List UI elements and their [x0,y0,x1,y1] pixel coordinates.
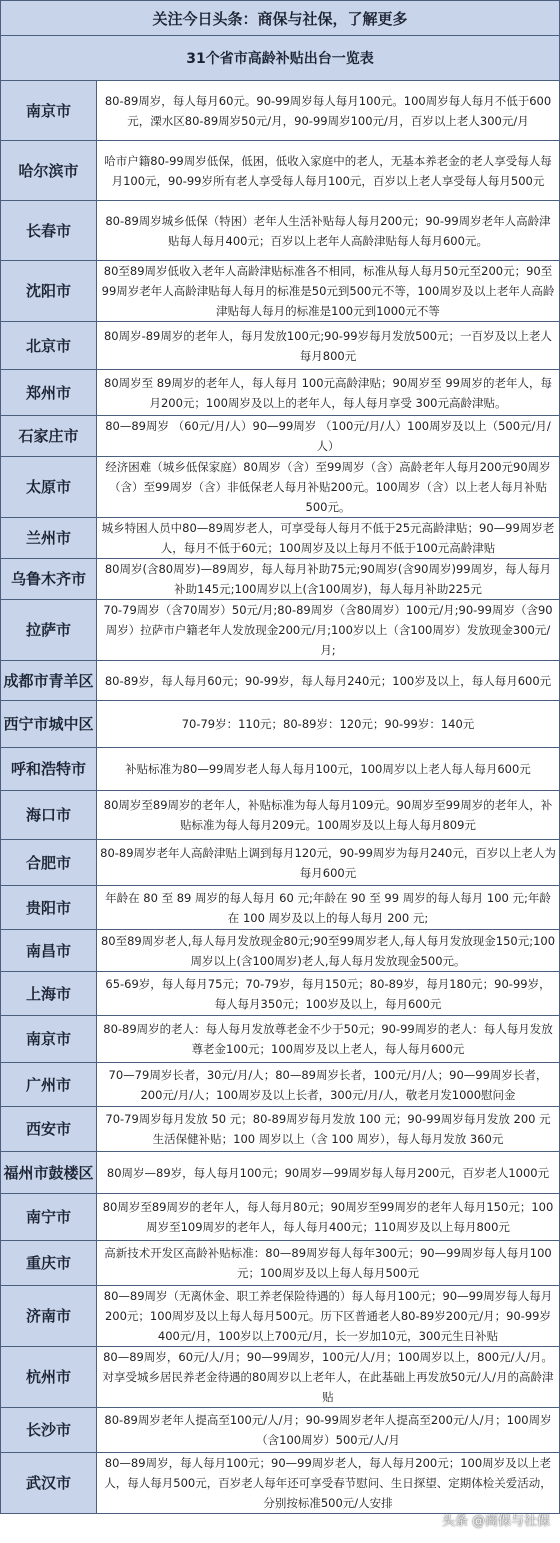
subsidy-description-cell: 80-89周岁的老人：每人每月发放尊老金不少于50元；90-99周岁的老人：每人每月发放尊老金100元；100周岁及以上老人，每人每月600元 [97,1016,560,1063]
city-cell: 南京市 [1,81,97,141]
table-row [1,886,560,930]
city-cell: 南宁市 [1,1194,97,1241]
table-row [1,661,560,701]
subsidy-description-cell: 哈市户籍80-99周岁低保，低困，低收入家庭中的老人，无基本养老金的老人享受每人每月100元，90-99岁所有老人享受每人每月100元，百岁以上老人享受每人每月500元 [97,141,560,201]
table-row [1,1194,560,1241]
city-cell: 杭州市 [1,1347,97,1408]
city-cell: 成都市青羊区 [1,661,97,701]
banner-row [1,1,560,36]
city-cell: 呼和浩特市 [1,748,97,791]
table-row [1,201,560,261]
subsidy-description-cell: 高新技术开发区高龄补贴标准：80—89周岁每人每年300元；90—99周岁每人每月100元；100周岁及以上每人每月500元 [97,1241,560,1286]
city-cell: 贵阳市 [1,886,97,930]
table-row [1,141,560,201]
city-cell: 合肥市 [1,840,97,886]
subsidy-description-cell: 80—89周岁，60元/人/月；90—99周岁，100元/人/月；100周岁以上，800元/人/月。对享受城乡居民养老金待遇的80周岁以上老年人，在此基础上再发放50元/人/月的高龄津贴 [97,1347,560,1408]
table-row [1,930,560,972]
city-cell: 武汉市 [1,1453,97,1514]
subsidy-description-cell: 70—79周岁长者，30元/月/人；80—89周岁长者，100元/月/人；90—99周岁长者，200元/月/人；100周岁及以上长者，300元/月/人，敬老月发1000慰问金 [97,1063,560,1107]
subsidy-description-cell: 80-89岁，每人每月60元；90-99岁，每人每月240元；100岁及以上，每人每月600元 [97,661,560,701]
table-row [1,1107,560,1152]
subsidy-description-cell: 80—89周岁 （60元/月/人）90—99周岁 （100元/月/人）100周岁及以上（500元/月/人） [97,416,560,457]
table-row [1,518,560,559]
subsidy-description-cell: 80至89周岁老人,每人每月发放现金80元;90至99周岁老人,每人每月发放现金150元;100周岁以上(含100周岁)老人,每人每月发放现金500元。 [97,930,560,972]
subsidy-description-cell: 80周岁—89岁，每人每月100元；90周岁—99周岁每人每月200元，百岁老人1000元 [97,1152,560,1194]
city-cell: 广州市 [1,1063,97,1107]
city-cell: 哈尔滨市 [1,141,97,201]
table-row [1,1016,560,1063]
city-cell: 西宁市城中区 [1,701,97,748]
city-cell: 南昌市 [1,930,97,972]
subsidy-description-cell: 80周岁(含80周岁)—89周岁，每人每月补助75元;90周岁(含90周岁)99周岁，每人每月补助145元;100周岁以上(含100周岁)，每人每月补助225元 [97,559,560,600]
table-row [1,972,560,1016]
watermark: 头条 @商保与社保 [441,1514,550,1529]
subsidy-description-cell: 补贴标准为80—99周岁老人每人每月100元，100周岁以上老人每人每月600元 [97,748,560,791]
subsidy-description-cell: 70-79岁：110元；80-89岁：120元；90-99岁：140元 [97,701,560,748]
table-row [1,791,560,840]
top-banner: 关注今日头条：商保与社保，了解更多 [1,1,560,36]
subsidy-description-cell: 80周岁至 89周岁的老年人，每人每月 100元高龄津贴；90周岁至 99周岁的老年人，每月200元；100周岁及以上的老年人，每人每月享受 300元高龄津贴。 [97,370,560,416]
table-row [1,559,560,600]
title-row [1,36,560,81]
table-row [1,748,560,791]
subsidy-description-cell: 城乡特困人员中80—89周岁老人，可享受每人每月不低于25元高龄津贴；90—99周岁老人，每月不低于60元；100周岁及以上每月不低于100元高龄津贴 [97,518,560,559]
table-row [1,1453,560,1514]
table-row [1,1063,560,1107]
table-row [1,840,560,886]
subsidy-description-cell: 80-89周岁，每人每月60元。90-99周岁每人每月100元。100周岁每人每月不低于600元，溧水区80-89周岁50元/月，90-99周岁100元/月，百岁以上老人300元/月 [97,81,560,141]
subsidy-description-cell: 65-69岁，每人每月75元；70-79岁，每月150元；80-89岁，每月180元；90-99岁，每人每月350元；100岁及以上，每月600元 [97,972,560,1016]
subsidy-description-cell: 80周岁-89周岁的老年人，每月发放100元;90-99岁每月发放500元；一百岁及以上老人每月800元 [97,322,560,370]
subsidy-description-cell: 80—89周岁，每人每月100元；90—99周岁老人，每人每月200元；100周岁及以上老人，每人每月500元，百岁老人每年还可享受春节慰问、生日探望、定期体检关爱活动，分别按标准500元/人安排 [97,1453,560,1514]
city-cell: 兰州市 [1,518,97,559]
table-row [1,416,560,457]
subsidy-description-cell: 经济困难（城乡低保家庭）80周岁（含）至99周岁（含）高龄老年人每月200元90周岁（含）至99周岁（含）非低保老人每月补贴200元。100周岁（含）以上老人每月补贴500元。 [97,457,560,518]
subsidy-description-cell: 80-89周岁老年人高龄津贴上调到每月120元，90-99周岁为每月240元，百岁以上老人为每月600元 [97,840,560,886]
table-row [1,1408,560,1453]
city-cell: 太原市 [1,457,97,518]
city-cell: 石家庄市 [1,416,97,457]
subsidy-description-cell: 年龄在 80 至 89 周岁的每人每月 60 元;年龄在 90 至 99 周岁的每人每月 100 元;年龄在 100 周岁及以上的每人每月 200 元; [97,886,560,930]
city-cell: 北京市 [1,322,97,370]
table-row [1,600,560,661]
city-cell: 沈阳市 [1,261,97,322]
table-row [1,1347,560,1408]
subsidy-description-cell: 80-89周岁城乡低保（特困）老年人生活补贴每人每月200元；90-99周岁老年人高龄津贴每人每月400元；百岁以上老年人高龄津贴每人每月600元。 [97,201,560,261]
subsidy-description-cell: 70-79周岁（含70周岁）50元/月;80-89周岁（含80周岁）100元/月;90-99周岁（含90周岁）拉萨市户籍老年人发放现金200元/月;100岁以上（含100周岁）发放现金300元/月; [97,600,560,661]
city-cell: 南京市 [1,1016,97,1063]
table-title: 31个省市高龄补贴出台一览表 [1,36,560,81]
table-row [1,1241,560,1286]
city-cell: 重庆市 [1,1241,97,1286]
subsidy-description-cell: 80周岁至89周岁的老年人，补贴标准为每人每月109元。90周岁至99周岁的老年人，补贴标准为每人每月209元。100周岁及以上每人每月809元 [97,791,560,840]
table-row [1,1152,560,1194]
city-cell: 济南市 [1,1286,97,1347]
table-row [1,701,560,748]
table-row [1,1286,560,1347]
table-row [1,81,560,141]
city-cell: 拉萨市 [1,600,97,661]
subsidy-description-cell: 80—89周岁（无离休金、职工养老保险待遇的）每人每月100元；90—99周岁每人每月200元；100周岁及以上每人每月500元。历下区普通老人80-89岁200元/月；90-99岁400元/月，100岁以上700元/月，长一岁加10元，300元生日补贴 [97,1286,560,1347]
subsidy-description-cell: 70-79周岁每月发放 50 元；80-89周岁每月发放 100 元；90-99周岁每月发放 200 元生活保健补贴；100 周岁以上（含 100 周岁），每人每月发放 360元 [97,1107,560,1152]
city-cell: 郑州市 [1,370,97,416]
subsidy-description-cell: 80周岁至89周岁的老年人，每人每月80元；90周岁至99周岁的老年人每月150元；100周岁至109周岁的老年人，每人每月400元；110周岁及以上每月800元 [97,1194,560,1241]
city-cell: 西安市 [1,1107,97,1152]
table-row [1,322,560,370]
city-cell: 乌鲁木齐市 [1,559,97,600]
subsidy-description-cell: 80-89周岁老年人提高至100元/人/月；90-99周岁老年人提高至200元/人/月；100周岁（含100周岁）500元/人/月 [97,1408,560,1453]
city-cell: 长沙市 [1,1408,97,1453]
city-cell: 长春市 [1,201,97,261]
subsidy-description-cell: 80至89周岁低收入老年人高龄津贴标准各不相同，标准从每人每月50元至200元；90至99周岁老年人高龄津贴每人每月的标准是50元到500元不等，100周岁及以上老年人高龄津贴每人每月的标准是100元到1000元不等 [97,261,560,322]
city-cell: 福州市鼓楼区 [1,1152,97,1194]
table-row [1,370,560,416]
city-cell: 上海市 [1,972,97,1016]
table-row [1,261,560,322]
city-cell: 海口市 [1,791,97,840]
table-row [1,457,560,518]
